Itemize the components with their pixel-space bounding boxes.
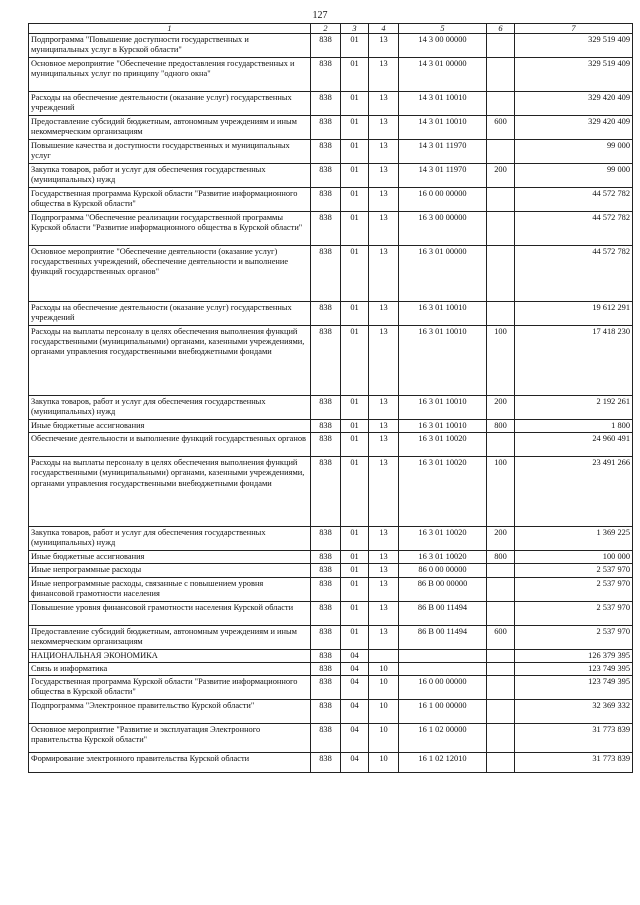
ministry-code-cell: 838 (311, 34, 341, 58)
section-code-cell: 01 (341, 164, 369, 188)
ministry-code-cell: 838 (311, 246, 341, 302)
section-code-cell: 01 (341, 527, 369, 551)
section-code-cell: 04 (341, 724, 369, 753)
subsection-code-cell: 13 (369, 625, 399, 649)
amount-cell: 2 537 970 (515, 564, 633, 577)
section-code-cell: 01 (341, 433, 369, 457)
subsection-code-cell: 13 (369, 246, 399, 302)
target-article-cell: 16 1 00 00000 (399, 700, 487, 724)
amount-cell: 31 773 839 (515, 753, 633, 773)
subsection-code-cell: 10 (369, 662, 399, 675)
ministry-code-cell: 838 (311, 140, 341, 164)
subsection-code-cell: 13 (369, 212, 399, 246)
expense-type-cell: 200 (487, 164, 515, 188)
amount-cell: 44 572 782 (515, 212, 633, 246)
section-code-cell: 01 (341, 577, 369, 601)
table-row (29, 420, 633, 433)
subsection-code-cell: 13 (369, 188, 399, 212)
table-row (29, 676, 633, 700)
amount-cell: 1 800 (515, 420, 633, 433)
expense-name-cell: Подпрограмма "Повышение доступности государственных и муниципальных услуг в Курской области" (29, 34, 311, 58)
ministry-code-cell: 838 (311, 700, 341, 724)
ministry-code-cell: 838 (311, 420, 341, 433)
section-code-cell: 01 (341, 302, 369, 326)
amount-cell: 329 519 409 (515, 34, 633, 58)
expense-type-cell: 100 (487, 457, 515, 527)
section-code-cell: 01 (341, 420, 369, 433)
expense-type-cell (487, 724, 515, 753)
expense-type-cell (487, 577, 515, 601)
expense-type-cell: 100 (487, 326, 515, 396)
expense-type-cell (487, 662, 515, 675)
column-header: 7 (515, 24, 633, 34)
table-row (29, 396, 633, 420)
target-article-cell: 16 1 02 00000 (399, 724, 487, 753)
ministry-code-cell: 838 (311, 601, 341, 625)
expense-type-cell: 200 (487, 396, 515, 420)
expense-name-cell: Расходы на выплаты персоналу в целях обеспечения выполнения функций государственными (муниципальными) органами, казенными учреждениями, органами управления государственными внебюджетными фондами (29, 326, 311, 396)
subsection-code-cell: 13 (369, 34, 399, 58)
table-row (29, 724, 633, 753)
expense-type-cell (487, 753, 515, 773)
expense-name-cell: Формирование электронного правительства Курской области (29, 753, 311, 773)
budget-table (28, 23, 633, 773)
section-code-cell: 04 (341, 649, 369, 662)
expense-type-cell (487, 700, 515, 724)
target-article-cell: 16 3 01 10010 (399, 302, 487, 326)
ministry-code-cell: 838 (311, 433, 341, 457)
subsection-code-cell: 13 (369, 457, 399, 527)
table-row (29, 625, 633, 649)
expense-name-cell: Предоставление субсидий бюджетным, автономным учреждениям и иным некоммерческим организациям (29, 116, 311, 140)
section-code-cell: 01 (341, 140, 369, 164)
expense-name-cell: Подпрограмма "Обеспечение реализации государственной программы Курской области "Развитие информационного общества в Курской области" (29, 212, 311, 246)
table-row (29, 116, 633, 140)
ministry-code-cell: 838 (311, 457, 341, 527)
expense-name-cell: Закупка товаров, работ и услуг для обеспечения государственных (муниципальных) нужд (29, 396, 311, 420)
page-number: 127 (312, 10, 328, 21)
amount-cell: 99 000 (515, 140, 633, 164)
expense-type-cell: 200 (487, 527, 515, 551)
expense-type-cell: 600 (487, 625, 515, 649)
target-article-cell: 16 3 01 10020 (399, 457, 487, 527)
ministry-code-cell: 838 (311, 164, 341, 188)
target-article-cell: 86 В 00 11494 (399, 601, 487, 625)
subsection-code-cell: 13 (369, 116, 399, 140)
amount-cell: 126 379 395 (515, 649, 633, 662)
amount-cell: 329 420 409 (515, 92, 633, 116)
expense-name-cell: Основное мероприятие "Обеспечение деятельности (оказание услуг) государственных учреждений, обеспечение деятельности и выполнение функций государственных органов" (29, 246, 311, 302)
expense-name-cell: Иные непрограммные расходы, связанные с повышением уровня финансовой грамотности населения (29, 577, 311, 601)
target-article-cell: 14 3 01 10010 (399, 92, 487, 116)
subsection-code-cell: 13 (369, 58, 399, 92)
table-body (29, 34, 633, 773)
section-code-cell: 01 (341, 58, 369, 92)
amount-cell: 329 519 409 (515, 58, 633, 92)
amount-cell: 23 491 266 (515, 457, 633, 527)
section-code-cell: 01 (341, 564, 369, 577)
table-row (29, 140, 633, 164)
expense-type-cell (487, 601, 515, 625)
table-row (29, 662, 633, 675)
expense-type-cell (487, 92, 515, 116)
amount-cell: 2 192 261 (515, 396, 633, 420)
section-code-cell: 01 (341, 551, 369, 564)
expense-name-cell: Иные непрограммные расходы (29, 564, 311, 577)
ministry-code-cell: 838 (311, 676, 341, 700)
amount-cell: 2 537 970 (515, 577, 633, 601)
table-row (29, 601, 633, 625)
subsection-code-cell: 13 (369, 326, 399, 396)
amount-cell: 99 000 (515, 164, 633, 188)
target-article-cell (399, 662, 487, 675)
subsection-code-cell: 13 (369, 164, 399, 188)
subsection-code-cell: 10 (369, 724, 399, 753)
subsection-code-cell: 10 (369, 753, 399, 773)
amount-cell: 123 749 395 (515, 676, 633, 700)
table-row (29, 753, 633, 773)
subsection-code-cell: 13 (369, 577, 399, 601)
section-code-cell: 01 (341, 92, 369, 116)
target-article-cell: 14 3 01 00000 (399, 58, 487, 92)
section-code-cell: 01 (341, 116, 369, 140)
expense-name-cell: Государственная программа Курской области "Развитие информационного общества в Курской области" (29, 676, 311, 700)
ministry-code-cell: 838 (311, 577, 341, 601)
table-row (29, 164, 633, 188)
ministry-code-cell: 838 (311, 551, 341, 564)
ministry-code-cell: 838 (311, 58, 341, 92)
subsection-code-cell: 13 (369, 396, 399, 420)
amount-cell: 329 420 409 (515, 116, 633, 140)
expense-name-cell: Закупка товаров, работ и услуг для обеспечения государственных (муниципальных) нужд (29, 164, 311, 188)
target-article-cell: 16 0 00 00000 (399, 676, 487, 700)
target-article-cell: 16 3 01 10010 (399, 396, 487, 420)
table-row (29, 34, 633, 58)
expense-type-cell (487, 34, 515, 58)
column-header: 1 (29, 24, 311, 34)
column-number-row (29, 24, 633, 34)
ministry-code-cell: 838 (311, 212, 341, 246)
amount-cell: 24 960 491 (515, 433, 633, 457)
column-header: 6 (487, 24, 515, 34)
subsection-code-cell: 13 (369, 527, 399, 551)
table-row (29, 92, 633, 116)
target-article-cell: 14 3 01 11970 (399, 164, 487, 188)
subsection-code-cell: 13 (369, 564, 399, 577)
ministry-code-cell: 838 (311, 753, 341, 773)
section-code-cell: 04 (341, 753, 369, 773)
expense-type-cell: 800 (487, 551, 515, 564)
section-code-cell: 01 (341, 396, 369, 420)
subsection-code-cell: 13 (369, 420, 399, 433)
amount-cell: 2 537 970 (515, 601, 633, 625)
subsection-code-cell: 13 (369, 601, 399, 625)
target-article-cell: 86 В 00 00000 (399, 577, 487, 601)
ministry-code-cell: 838 (311, 326, 341, 396)
amount-cell: 31 773 839 (515, 724, 633, 753)
section-code-cell: 01 (341, 326, 369, 396)
subsection-code-cell: 13 (369, 140, 399, 164)
expense-type-cell (487, 433, 515, 457)
amount-cell: 2 537 970 (515, 625, 633, 649)
target-article-cell: 14 3 00 00000 (399, 34, 487, 58)
expense-name-cell: Расходы на обеспечение деятельности (оказание услуг) государственных учреждений (29, 302, 311, 326)
section-code-cell: 01 (341, 34, 369, 58)
expense-name-cell: Государственная программа Курской области "Развитие информационного общества в Курской области" (29, 188, 311, 212)
expense-type-cell (487, 564, 515, 577)
section-code-cell: 01 (341, 625, 369, 649)
expense-name-cell: Повышение качества и доступности государственных и муниципальных услуг (29, 140, 311, 164)
table-row (29, 188, 633, 212)
ministry-code-cell: 838 (311, 188, 341, 212)
ministry-code-cell: 838 (311, 625, 341, 649)
expense-type-cell (487, 212, 515, 246)
expense-type-cell (487, 676, 515, 700)
table-row (29, 700, 633, 724)
ministry-code-cell: 838 (311, 396, 341, 420)
amount-cell: 44 572 782 (515, 246, 633, 302)
table-row (29, 457, 633, 527)
amount-cell: 32 369 332 (515, 700, 633, 724)
subsection-code-cell: 10 (369, 700, 399, 724)
table-row (29, 246, 633, 302)
expense-name-cell: Расходы на выплаты персоналу в целях обеспечения выполнения функций государственными (муниципальными) органами, казенными учреждениями, органами управления государственными внебюджетными фондами (29, 457, 311, 527)
table-row (29, 551, 633, 564)
expense-name-cell: Обеспечение деятельности и выполнение функций государственных органов (29, 433, 311, 457)
table-row (29, 302, 633, 326)
column-header: 4 (369, 24, 399, 34)
expense-type-cell (487, 58, 515, 92)
target-article-cell: 16 3 00 00000 (399, 212, 487, 246)
amount-cell: 44 572 782 (515, 188, 633, 212)
section-code-cell: 01 (341, 212, 369, 246)
expense-name-cell: Иные бюджетные ассигнования (29, 551, 311, 564)
target-article-cell: 14 3 01 11970 (399, 140, 487, 164)
table-row (29, 649, 633, 662)
expense-name-cell: Основное мероприятие "Развитие и эксплуатация Электронного правительства Курской области" (29, 724, 311, 753)
expense-type-cell (487, 649, 515, 662)
target-article-cell: 16 3 01 10010 (399, 326, 487, 396)
amount-cell: 1 369 225 (515, 527, 633, 551)
target-article-cell: 16 3 01 10020 (399, 527, 487, 551)
expense-name-cell: Основное мероприятие "Обеспечение предоставления государственных и муниципальных услуг по принципу "одного окна" (29, 58, 311, 92)
target-article-cell: 16 3 01 10020 (399, 551, 487, 564)
target-article-cell: 86 В 00 11494 (399, 625, 487, 649)
table-row (29, 564, 633, 577)
subsection-code-cell: 10 (369, 676, 399, 700)
subsection-code-cell: 13 (369, 302, 399, 326)
ministry-code-cell: 838 (311, 724, 341, 753)
table-row (29, 433, 633, 457)
section-code-cell: 01 (341, 601, 369, 625)
subsection-code-cell: 13 (369, 433, 399, 457)
expense-type-cell: 600 (487, 116, 515, 140)
expense-name-cell: Подпрограмма "Электронное правительство Курской области" (29, 700, 311, 724)
subsection-code-cell: 13 (369, 551, 399, 564)
target-article-cell: 16 1 02 12010 (399, 753, 487, 773)
target-article-cell: 86 0 00 00000 (399, 564, 487, 577)
expense-name-cell: Предоставление субсидий бюджетным, автономным учреждениям и иным некоммерческим организациям (29, 625, 311, 649)
expense-type-cell (487, 188, 515, 212)
ministry-code-cell: 838 (311, 662, 341, 675)
subsection-code-cell: 13 (369, 92, 399, 116)
subsection-code-cell (369, 649, 399, 662)
expense-name-cell: НАЦИОНАЛЬНАЯ ЭКОНОМИКА (29, 649, 311, 662)
expense-name-cell: Повышение уровня финансовой грамотности населения Курской области (29, 601, 311, 625)
expense-type-cell: 800 (487, 420, 515, 433)
ministry-code-cell: 838 (311, 649, 341, 662)
section-code-cell: 04 (341, 676, 369, 700)
ministry-code-cell: 838 (311, 302, 341, 326)
target-article-cell: 14 3 01 10010 (399, 116, 487, 140)
amount-cell: 17 418 230 (515, 326, 633, 396)
table-row (29, 212, 633, 246)
expense-name-cell: Закупка товаров, работ и услуг для обеспечения государственных (муниципальных) нужд (29, 527, 311, 551)
target-article-cell (399, 649, 487, 662)
table-row (29, 58, 633, 92)
table-row (29, 577, 633, 601)
section-code-cell: 04 (341, 700, 369, 724)
target-article-cell: 16 3 01 00000 (399, 246, 487, 302)
section-code-cell: 01 (341, 188, 369, 212)
column-header: 2 (311, 24, 341, 34)
column-header: 5 (399, 24, 487, 34)
table-row (29, 527, 633, 551)
ministry-code-cell: 838 (311, 527, 341, 551)
target-article-cell: 16 3 01 10020 (399, 433, 487, 457)
expense-type-cell (487, 140, 515, 164)
expense-type-cell (487, 246, 515, 302)
expense-type-cell (487, 302, 515, 326)
section-code-cell: 04 (341, 662, 369, 675)
target-article-cell: 16 3 01 10010 (399, 420, 487, 433)
section-code-cell: 01 (341, 457, 369, 527)
ministry-code-cell: 838 (311, 116, 341, 140)
target-article-cell: 16 0 00 00000 (399, 188, 487, 212)
section-code-cell: 01 (341, 246, 369, 302)
amount-cell: 19 612 291 (515, 302, 633, 326)
expense-name-cell: Расходы на обеспечение деятельности (оказание услуг) государственных учреждений (29, 92, 311, 116)
ministry-code-cell: 838 (311, 564, 341, 577)
expense-name-cell: Связь и информатика (29, 662, 311, 675)
amount-cell: 100 000 (515, 551, 633, 564)
expense-name-cell: Иные бюджетные ассигнования (29, 420, 311, 433)
amount-cell: 123 749 395 (515, 662, 633, 675)
column-header: 3 (341, 24, 369, 34)
table-row (29, 326, 633, 396)
ministry-code-cell: 838 (311, 92, 341, 116)
